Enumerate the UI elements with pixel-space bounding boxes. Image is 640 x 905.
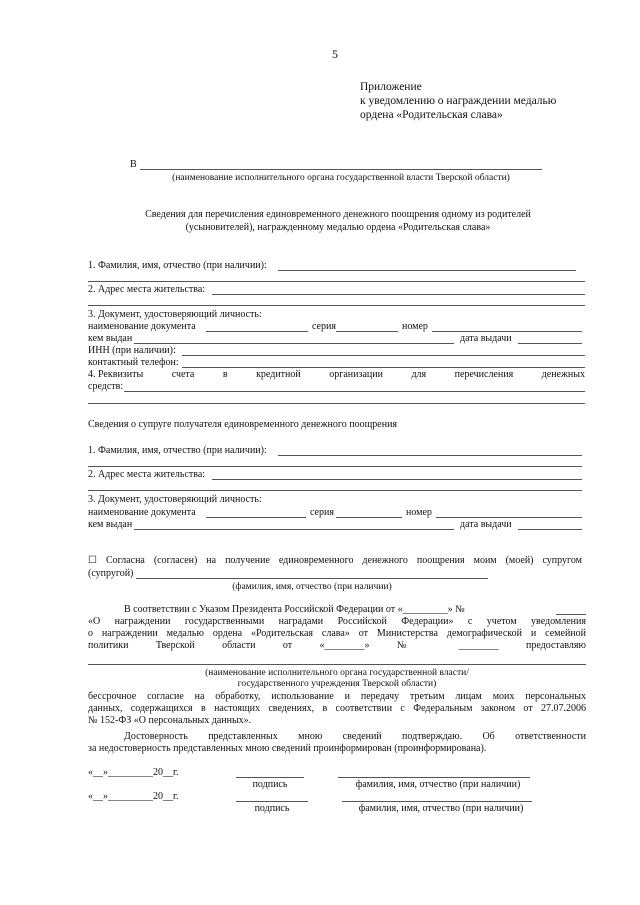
form-title-line-1: Сведения для перечисления единовременного денежного поощрения одному из родителей: [145, 209, 531, 220]
bank-word: кредитной: [256, 369, 301, 380]
recipient-series-label: серия: [312, 321, 336, 332]
spouse-address-field-2[interactable]: [88, 490, 582, 491]
recipient-series-field[interactable]: [336, 331, 398, 332]
signature-fio-field-2[interactable]: [342, 801, 532, 802]
spouse-issue-date-field[interactable]: [518, 529, 582, 530]
spouse-fio-field[interactable]: [278, 455, 582, 456]
recipient-number-field[interactable]: [432, 331, 582, 332]
recipient-fio-field[interactable]: [278, 270, 576, 271]
agreement-line-8: Достоверность представленных мною сведений подтверждаю. Об ответственности: [124, 731, 586, 742]
decree-number-field[interactable]: [556, 614, 586, 615]
recipient-inn-field[interactable]: [182, 355, 585, 356]
bank-word: денежных: [541, 369, 585, 380]
page-number: 5: [332, 47, 338, 61]
recipient-issued-by-label: кем выдан: [88, 333, 133, 344]
signature-fio-hint-2: фамилия, имя, отчество (при наличии): [358, 803, 524, 814]
spouse-issue-date-label: дата выдачи: [460, 519, 512, 530]
consent-checkbox[interactable]: ☐: [88, 555, 97, 566]
consent-hint: (фамилия, имя, отчество (при наличии): [232, 582, 392, 592]
agreement-line-2: «О награждении государственными наградами Российской Федерации» с учетом уведомления: [88, 616, 586, 627]
recipient-fio-field-2[interactable]: [88, 281, 585, 282]
consent-text-line-1: Согласна (согласен) на получение единовременного денежного поощрения моим (моей) супругом: [105, 555, 582, 566]
spouse-number-field[interactable]: [436, 517, 582, 518]
recipient-number-label: номер: [402, 321, 428, 332]
bank-word: 4. Реквизиты: [88, 369, 144, 380]
recipient-bank-field[interactable]: [124, 391, 585, 392]
spouse-number-label: номер: [406, 507, 432, 518]
appendix-line-3: ордена «Родительская слава»: [360, 109, 503, 121]
spouse-doc-name-label: наименование документа: [88, 507, 196, 518]
recipient-bank-field-2[interactable]: [88, 403, 585, 404]
spouse-doc-name-field[interactable]: [206, 517, 306, 518]
recipient-bank-label: [88, 369, 585, 381]
spouse-series-field[interactable]: [336, 517, 402, 518]
recipient-issued-by-field[interactable]: [134, 343, 454, 344]
signature-hint-1: подпись: [252, 779, 288, 790]
recipient-fio-label: 1. Фамилия, имя, отчество (при наличии):: [88, 260, 267, 271]
bank-word: перечисления: [454, 369, 514, 380]
agreement-line-3: о награждении медалью ордена «Родительская слава» от Министерства демографической и семейной: [88, 628, 586, 639]
signature-date-1[interactable]: «__»_________20__г.: [88, 767, 179, 778]
agreement-line-9: за недостоверность представленных мною сведений проинформирован (проинформирована).: [88, 743, 487, 754]
agreement-organ-field[interactable]: [88, 664, 586, 665]
consent-text-line-2: (супругой): [88, 568, 134, 579]
agreement-line-7: № 152-ФЗ «О персональных данных».: [88, 715, 252, 726]
spouse-fio-field-2[interactable]: [88, 466, 582, 467]
bank-word: счета: [171, 369, 195, 380]
recipient-issue-date-label: дата выдачи: [460, 333, 512, 344]
consent-text: [88, 555, 582, 567]
recipient-address-field[interactable]: [212, 294, 585, 295]
signature-date-2[interactable]: «__»_________20__г.: [88, 791, 179, 802]
bank-word: организации: [329, 369, 383, 380]
recipient-bank-label-2: средств:: [88, 381, 124, 392]
signature-field-1[interactable]: [236, 777, 304, 778]
signature-fio-field-1[interactable]: [338, 777, 530, 778]
recipient-address-field-2[interactable]: [88, 305, 585, 306]
addressee-prefix: В: [130, 159, 137, 170]
addressee-line[interactable]: [140, 169, 542, 170]
recipient-phone-label: контактный телефон:: [88, 357, 179, 368]
bank-word: для: [411, 369, 427, 380]
recipient-doc-name-field[interactable]: [206, 331, 308, 332]
recipient-address-label: 2. Адрес места жительства:: [88, 284, 206, 295]
agreement-hint-1: (наименование исполнительного органа государственной власти/: [205, 668, 469, 678]
agreement-line-6: данных, содержащихся в настоящих сведениях, в соответствии с Федеральным законом от 27.07.2006: [88, 703, 586, 714]
agreement-line-4: политики Тверской области от «________» № ________ предоставляю: [88, 640, 586, 651]
spouse-issued-by-field[interactable]: [134, 529, 454, 530]
spouse-address-label: 2. Адрес места жительства:: [88, 469, 206, 480]
spouse-issued-by-label: кем выдан: [88, 519, 133, 530]
agreement-line-1: В соответствии с Указом Президента Российской Федерации от «_________» №: [124, 604, 465, 615]
recipient-phone-field[interactable]: [182, 367, 585, 368]
agreement-hint-2: государственного учреждения Тверской области): [237, 679, 437, 689]
signature-field-2[interactable]: [236, 801, 308, 802]
spouse-document-label: 3. Документ, удостоверяющий личность:: [88, 494, 262, 505]
addressee-hint: (наименование исполнительного органа государственной власти Тверской области): [172, 173, 510, 183]
spouse-address-field[interactable]: [212, 479, 582, 480]
signature-hint-2: подпись: [254, 803, 290, 814]
recipient-doc-name-label: наименование документа: [88, 321, 196, 332]
recipient-inn-label: ИНН (при наличии):: [88, 345, 176, 356]
bank-word: в: [222, 369, 228, 380]
agreement-line-5: бессрочное согласие на обработку, использование и передачу третьим лицам моих персональных: [88, 691, 586, 702]
spouse-heading: Сведения о супруге получателя единовременного денежного поощрения: [88, 419, 398, 430]
recipient-issue-date-field[interactable]: [518, 343, 582, 344]
form-title-line-2: (усыновителей), награжденному медалью ордена «Родительская слава»: [185, 222, 491, 233]
spouse-fio-label: 1. Фамилия, имя, отчество (при наличии):: [88, 445, 267, 456]
signature-fio-hint-1: фамилия, имя, отчество (при наличии): [355, 779, 521, 790]
appendix-line-1: Приложение: [360, 81, 422, 93]
recipient-document-label: 3. Документ, удостоверяющий личность:: [88, 309, 262, 320]
spouse-series-label: серия: [310, 507, 334, 518]
consent-spouse-name-field[interactable]: [136, 578, 488, 579]
appendix-line-2: к уведомлению о награждении медалью: [360, 95, 557, 107]
